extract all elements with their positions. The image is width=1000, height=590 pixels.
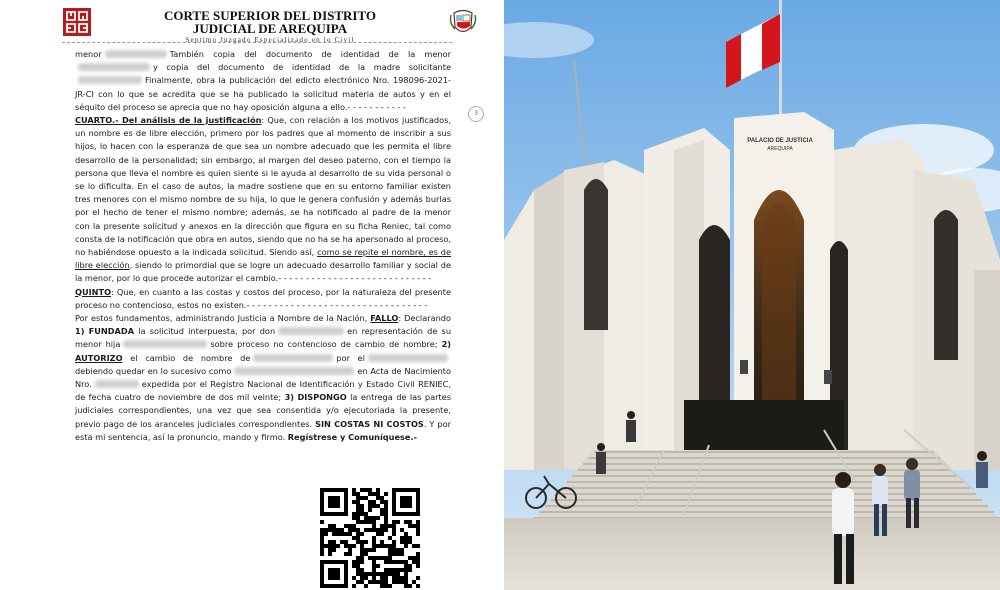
paragraph-fallo	[75, 312, 451, 444]
paragraph-cuarto	[75, 114, 451, 286]
text-segment: debiendo quedar en lo sucesivo como	[75, 365, 232, 376]
court-name-line3: Septimo Juzgado Especializado en lo Civil	[185, 36, 355, 44]
text-segment: en Acta de Nacimiento Nro.	[75, 365, 451, 390]
building-sign-line1: PALACIO DE JUSTICIA	[747, 138, 813, 144]
item-number: 3)	[284, 392, 295, 403]
text-segment: : Que, con relación a los motivos justificados, un nombre es de libre elección, primero por los padres que al momento de inscribir a sus hijos, lo hacen con la esperanza de que sea un nombre adecuado que les permita el libre desarrollo de la personalidad; sin embargo, al margen del deseo paterno, con el tiempo la persona que lleva el nombre es quien siente si le ayuda al desarrollo de su vida personal o se lo dificulta. En el caso de autos, la madre sostiene que en su entorno familiar existen tres menores con el mismo nombre de su hija, lo que le genera confusión y además burlas por el hecho de tener el mismo nombre; además, se ha notificado al padre de la menor con la presente solicitud y anexos en la dirección que figura en su ficha Reniec, tal como consta de la notificación que obra en autos, siendo que no ha se ha apersonado al proceso, no habiéndose opuesto a la indicada solicitud. Siendo así,	[75, 115, 452, 258]
redacted-name	[253, 354, 333, 362]
court-name-line1: CORTE SUPERIOR DEL DISTRITO	[163, 8, 377, 23]
building-sign-line2: AREQUIPA	[767, 146, 793, 152]
redacted-name	[368, 354, 448, 362]
text-segment: menor	[75, 49, 102, 59]
judiciary-logo-icon	[62, 7, 92, 37]
paragraph-evidence	[75, 48, 451, 114]
fallo-heading: FALLO	[370, 313, 399, 324]
text-segment: el cambio de nombre de	[130, 352, 251, 363]
redacted-name	[78, 63, 150, 71]
plaza	[504, 518, 1000, 590]
person-icon	[976, 451, 988, 488]
underlined-text: como se repite el nombre, es de libre elección	[75, 247, 451, 271]
text-segment: Por estos fundamentos, administrando Justicia a Nombre de la Nación,	[75, 313, 368, 324]
text-segment: : Declarando	[398, 313, 452, 324]
registrese-keyword: Regístrese y Comuníquese.-	[287, 431, 417, 442]
person-icon	[596, 443, 606, 474]
text-segment: Finalmente, obra la publicación del edicto electrónico Nro. 198096-2021-JR-CI con lo que se acredita que se ha publicado la solicitud materia de autos y en el séquito del proceso se aprecia que no hay oposición alguna a ello.- - - - - - - - - - -	[75, 75, 451, 112]
sin-costas-keyword: SIN COSTAS NI COSTOS	[315, 418, 424, 429]
courthouse-photo	[504, 0, 1000, 590]
text-segment: y copia del documento de identidad de la madre solicitante	[153, 62, 451, 73]
redacted-name	[78, 76, 142, 84]
peru-coat-of-arms-icon	[448, 7, 478, 37]
document-header	[60, 5, 480, 44]
fundada-keyword: FUNDADA	[88, 326, 135, 337]
autorizo-keyword: AUTORIZO	[75, 352, 123, 363]
qr-code-icon	[318, 486, 422, 590]
text-segment: sobre proceso no contencioso de cambio de nombre;	[210, 339, 438, 350]
section-heading-quinto: QUINTO	[75, 286, 112, 297]
page-marker-icon: 3	[468, 106, 484, 122]
redacted-name	[123, 340, 207, 348]
text-segment: la solicitud interpuesta, por don	[138, 326, 276, 337]
text-segment: También copia del documento de identidad de la menor	[169, 49, 451, 59]
text-segment: en representación de su menor hija	[75, 326, 452, 350]
redacted-name	[234, 367, 354, 375]
document-body	[75, 48, 451, 444]
text-segment: . Y por esta mi sentencia, así la pronuncio, mando y firmo.	[75, 418, 451, 442]
courthouse-illustration	[504, 0, 1000, 590]
person-icon	[626, 411, 636, 442]
text-segment: la entrega de las partes judiciales correspondientes, una vez que sea consentida y/o ejecutoriada la presente, previo pago de los aranceles judiciales correspondientes.	[75, 392, 451, 429]
text-segment: expedida por el Registro Nacional de Identificación y Estado Civil RENIEC, de fecha cuatro de noviembre de dos mil veinte;	[75, 379, 451, 403]
redacted-number	[95, 380, 139, 388]
redacted-name	[105, 50, 167, 58]
court-name-line2: JUDICIAL DE AREQUIPA	[192, 21, 348, 36]
dispongo-keyword: DISPONGO	[297, 392, 347, 403]
paragraph-quinto	[75, 286, 451, 312]
item-number: 2)	[441, 339, 452, 350]
text-segment: : Que, en cuanto a las costas y costos del proceso, por la naturaleza del presente proceso no contencioso, estos no existen.- - - - - - - - - - - - - - - - - - - - - - - - - - - - - - - - -	[75, 286, 451, 310]
text-segment: , siendo lo primordial que se logre un adecuado desarrollo familiar y social de la menor, por lo que procede autorizar el cambio.- - - - - - - - - - - - - - - - - - - - - - - - - - - -	[75, 260, 451, 284]
header-divider	[62, 42, 452, 43]
court-document-page	[0, 0, 496, 590]
redacted-name	[278, 327, 344, 335]
item-number: 1)	[75, 326, 85, 337]
text-segment: por el	[336, 352, 365, 363]
section-heading-cuarto: CUARTO.- Del análisis de la justificación	[75, 115, 262, 126]
